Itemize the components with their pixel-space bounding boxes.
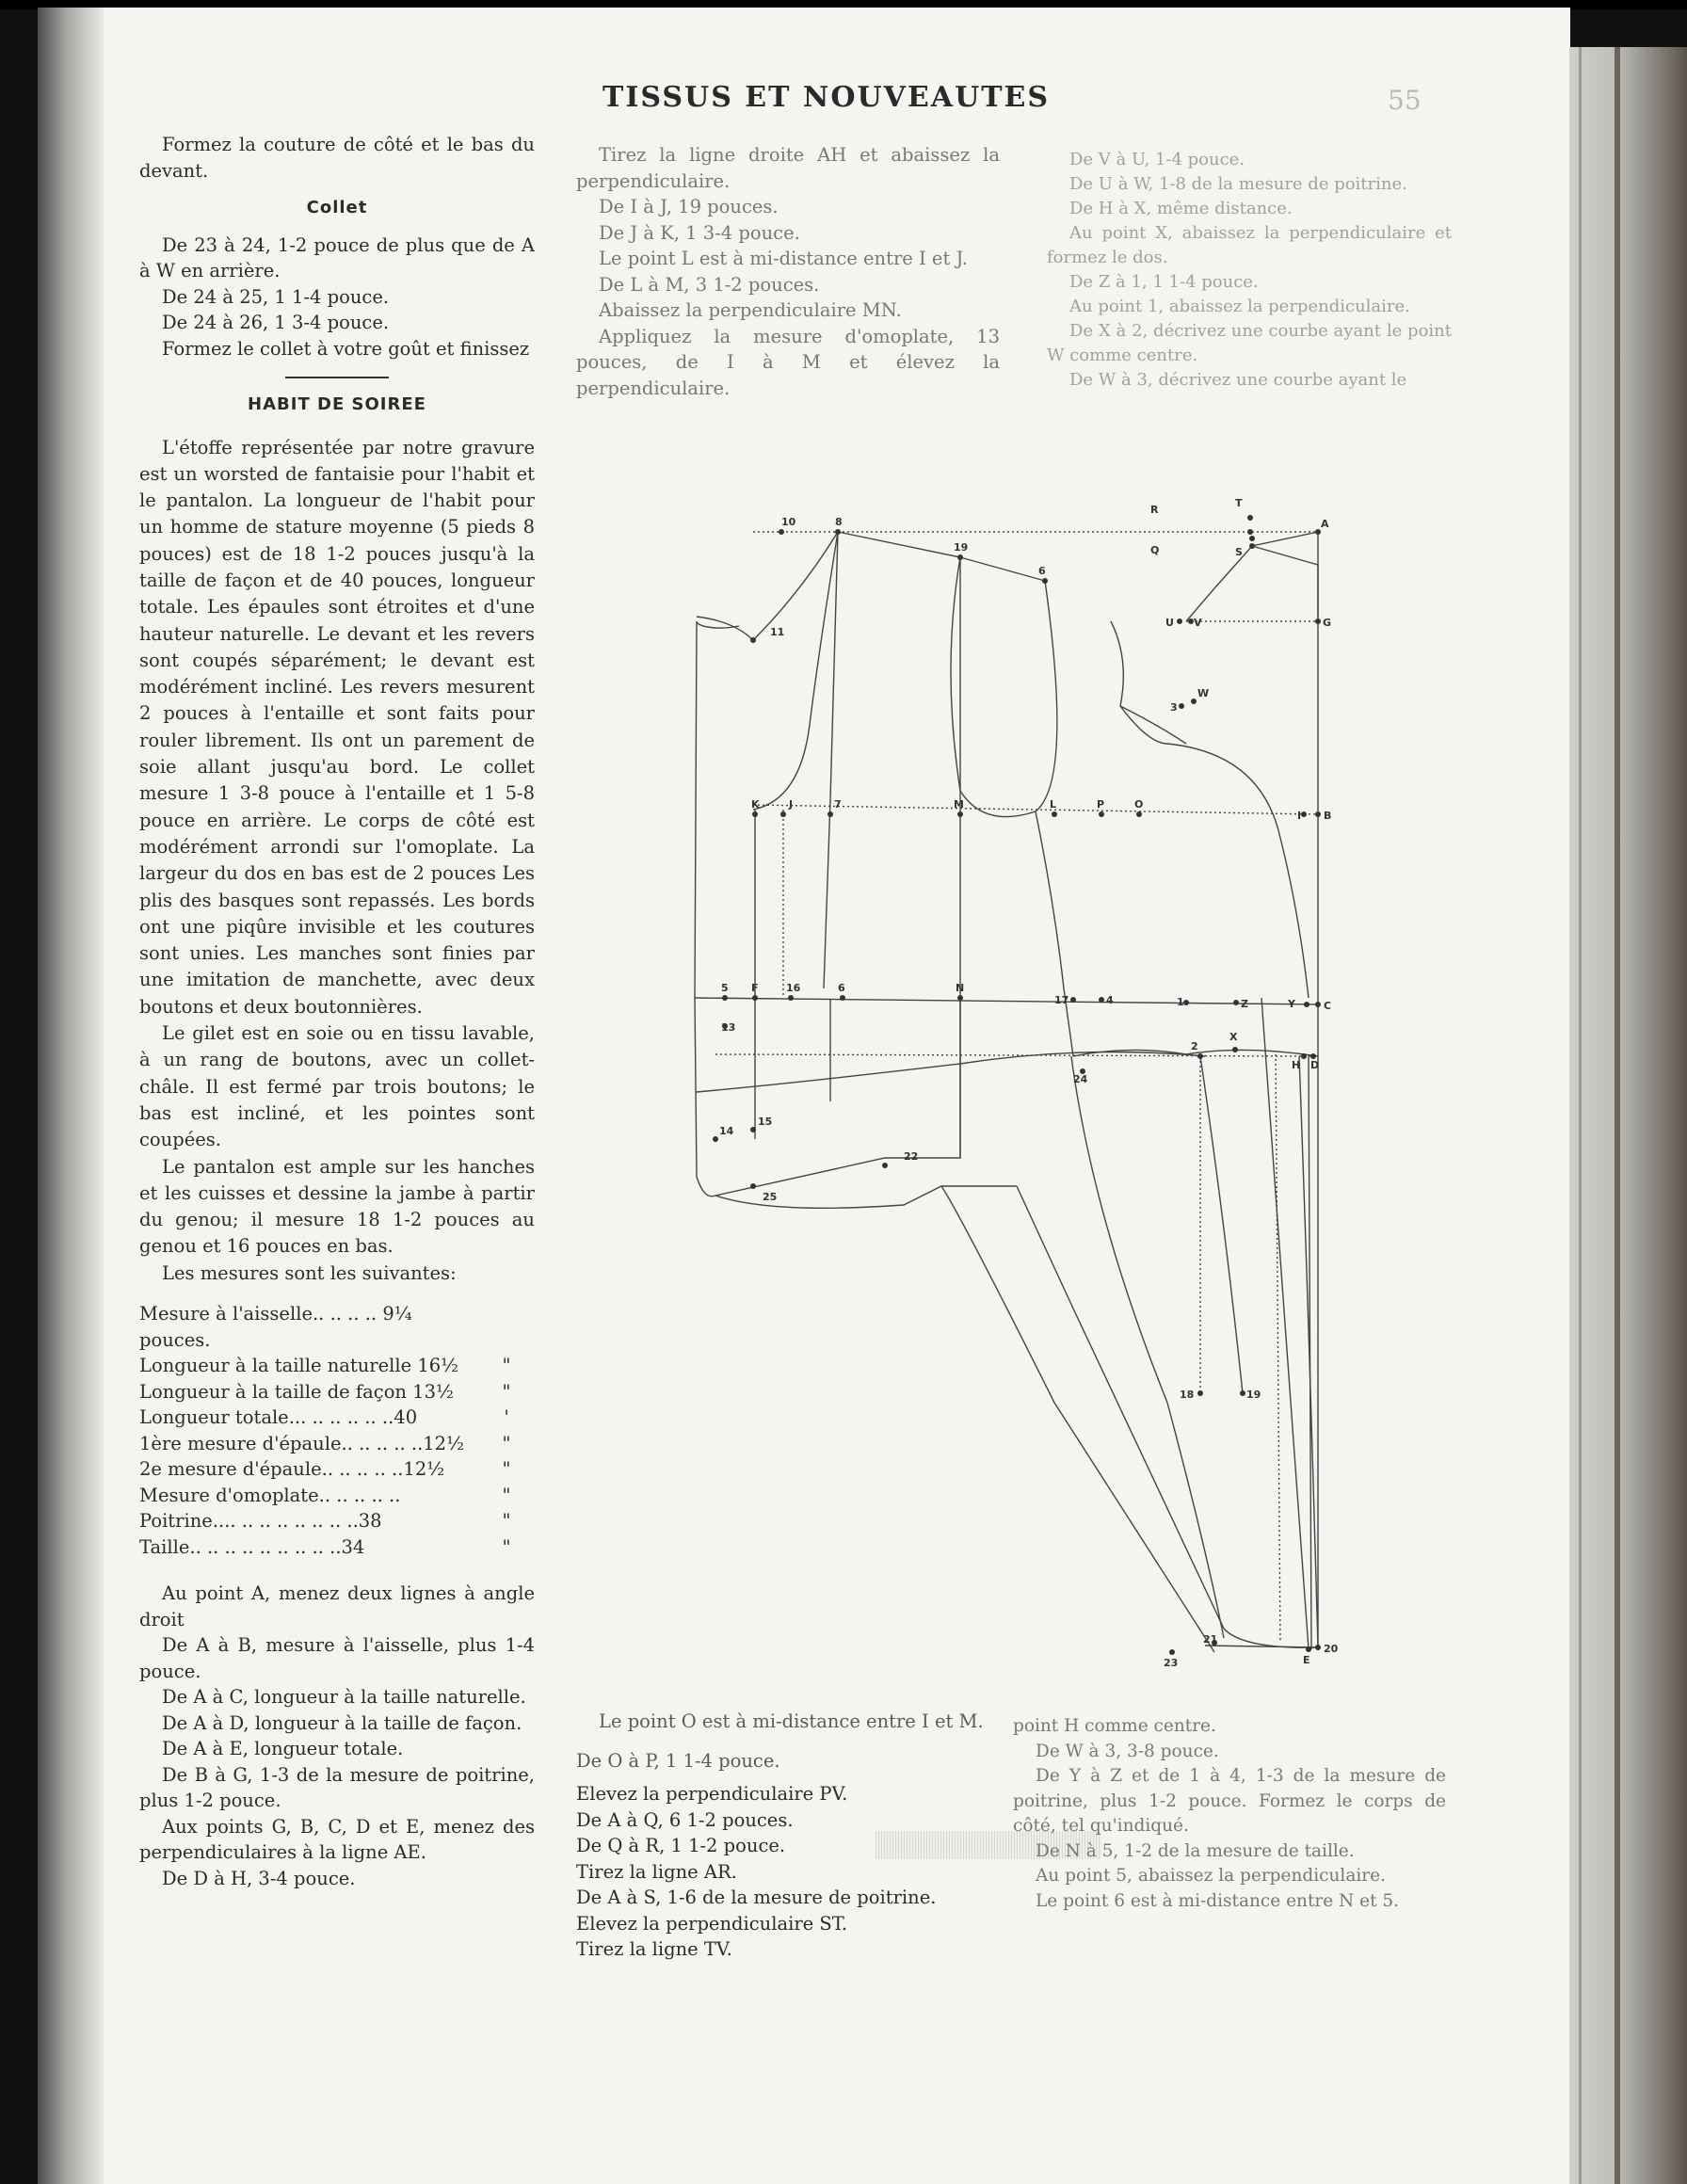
measurement-mark: " [502, 1432, 511, 1454]
measurement-row [139, 1405, 535, 1431]
paragraph: De X à 2, décrivez une courbe ayant le point W comme centre. [1047, 321, 1452, 365]
point-label: 16 [786, 982, 801, 994]
paragraph: De A à B, mesure à l'aisselle, plus 1-4 pouce. [139, 1634, 535, 1682]
point-label: 18 [1180, 1389, 1195, 1401]
point-labels [719, 497, 1339, 1669]
paragraph: Les mesures sont les suivantes: [162, 1261, 457, 1284]
point-label: K [751, 798, 760, 811]
point-label: B [1324, 810, 1332, 822]
point-label: X [1229, 1031, 1238, 1043]
page-header [0, 75, 1687, 116]
paragraph: De U à W, 1-8 de la mesure de poitrine. [1069, 174, 1407, 194]
point-label: C [1324, 1000, 1332, 1012]
measurement-label: Taille.. .. .. .. .. .. .. .. ..34 [139, 1535, 365, 1558]
paragraph: De 24 à 26, 1 3-4 pouce. [162, 312, 390, 333]
point-label: E [1303, 1654, 1310, 1666]
section-divider [285, 377, 389, 378]
point-label: 6 [838, 982, 845, 994]
point-label: 20 [1324, 1643, 1339, 1655]
measurement-row [139, 1534, 535, 1561]
point-label: 8 [835, 516, 843, 528]
section-heading-collet: Collet [306, 198, 368, 217]
paragraph: Tirez la ligne droite AH et abaissez la perpendiculaire. [576, 144, 1000, 192]
paragraph: De O à P, 1 1-4 pouce. [576, 1749, 780, 1772]
point-label: Z [1241, 998, 1248, 1010]
measurements-table [139, 1301, 535, 1560]
paragraph: Formez la couture de côté et le bas du devant. [139, 134, 535, 182]
measurement-label: Mesure d'omoplate.. .. .. .. .. [139, 1484, 401, 1506]
measurement-mark: " [502, 1380, 511, 1403]
point-label: 14 [719, 1125, 734, 1137]
paragraph: Aux points G, B, C, D et E, menez des perpendiculaires à la ligne AE. [139, 1815, 535, 1864]
paragraph: De I à J, 19 pouces. [599, 196, 779, 217]
point-label: 10 [781, 516, 796, 528]
point-label: D [1310, 1059, 1320, 1071]
measurement-row [139, 1379, 535, 1405]
point-label: M [954, 798, 964, 811]
point-label: 6 [1038, 565, 1046, 577]
paragraph: Le point L est à mi-distance entre I et J. [599, 248, 968, 269]
point-label: 7 [834, 798, 842, 811]
point-markers [713, 515, 1321, 1655]
point-label: T [1235, 497, 1243, 509]
paragraph: Au point 5, abaissez la perpendiculaire. [1036, 1866, 1386, 1886]
binding-shadow [38, 8, 104, 2184]
point-label: 19 [1246, 1389, 1261, 1401]
paragraph: De H à X, même distance. [1069, 199, 1293, 218]
point-label: I [1297, 810, 1302, 822]
point-label: 4 [1106, 994, 1114, 1006]
point-label: Q [1150, 544, 1160, 556]
paragraph: De Y à Z et de 1 à 4, 1-3 de la mesure de poitrine, plus 1-2 pouce. Formez le corps de côté, tel qu'indiqué. [1013, 1766, 1446, 1836]
point-label: 17 [1054, 994, 1069, 1006]
paragraph: De A à E, longueur totale. [162, 1738, 404, 1760]
point-label: 3 [1170, 701, 1178, 714]
point-label: J [789, 798, 794, 811]
paragraph: De W à 3, 3-8 pouce. [1036, 1741, 1219, 1761]
paragraph: De D à H, 3-4 pouce. [162, 1867, 356, 1889]
paragraph: Le pantalon est ample sur les hanches et les cuisses et dessine la jambe à partir du genou; il mesure 18 1-2 pouces au genou et 16 pouces en bas. [139, 1155, 535, 1258]
section-heading-habit: HABIT DE SOIREE [248, 394, 426, 414]
measurement-mark: ' [504, 1406, 509, 1429]
point-label: A [1321, 518, 1329, 530]
book-edge [1569, 47, 1687, 2184]
measurement-mark: " [502, 1535, 511, 1558]
paragraph: De A à C, longueur à la taille naturelle. [162, 1686, 526, 1709]
page-number: 55 [1388, 85, 1422, 116]
paragraph: De N à 5, 1-2 de la mesure de taille. [1036, 1840, 1355, 1861]
paragraph: Le point O est à mi-distance entre I et M. [599, 1710, 984, 1732]
running-title: TISSUS ET NOUVEAUTES [602, 81, 1051, 114]
measurement-label: Longueur à la taille naturelle 16½ [139, 1355, 459, 1377]
point-label: O [1134, 798, 1144, 811]
measurement-mark: " [502, 1355, 511, 1377]
middle-column-top [576, 142, 1000, 401]
paragraph: De 24 à 25, 1 1-4 pouce. [162, 285, 390, 308]
point-label: 21 [1203, 1633, 1218, 1646]
measurement-label: Longueur à la taille de façon 13½ [139, 1380, 454, 1403]
measurement-mark [480, 1301, 535, 1353]
point-label: 5 [721, 982, 729, 994]
paragraph: Le gilet est en soie ou en tissu lavable, à un rang de boutons, avec un collet-châle. Il est fermé par trois boutons; le bas est incliné, et les pointes sont coupées. [139, 1022, 535, 1151]
point-label: P [1097, 798, 1105, 811]
measurement-row [139, 1301, 535, 1353]
point-label: 19 [954, 541, 969, 554]
point-label: U [1165, 617, 1174, 629]
point-label: H [1292, 1059, 1301, 1071]
measurement-label: Longueur totale... .. .. .. .. ..40 [139, 1406, 418, 1429]
paragraph: De W à 3, décrivez une courbe ayant le [1069, 370, 1407, 390]
tailoring-pattern-diagram [659, 461, 1374, 1685]
paragraph: Elevez la perpendiculaire ST. [576, 1912, 848, 1935]
point-label: Y [1288, 998, 1295, 1010]
paragraph: Tirez la ligne TV. [576, 1938, 732, 1960]
point-label: 11 [770, 626, 785, 638]
point-label: 25 [763, 1191, 778, 1203]
paragraph: Le point 6 est à mi-distance entre N et 5. [1036, 1890, 1400, 1911]
point-label: R [1150, 504, 1159, 516]
measurement-label: 2e mesure d'épaule.. .. .. .. ..12½ [139, 1458, 445, 1481]
paragraph: Appliquez la mesure d'omoplate, 13 pouces, de I à M et élevez la perpendiculaire. [576, 325, 1000, 399]
point-label: V [1194, 617, 1202, 629]
measurement-label: Poitrine.... .. .. .. .. .. .. ..38 [139, 1510, 382, 1533]
paragraph: De Z à 1, 1 1-4 pouce. [1069, 272, 1259, 292]
point-label: F [751, 982, 759, 994]
left-column [139, 132, 535, 1891]
pattern-drawing [659, 461, 1374, 1685]
paragraph: Formez le collet à votre goût et finissez [162, 337, 530, 360]
right-column-bottom [1013, 1714, 1446, 1914]
point-label: 23 [1164, 1657, 1179, 1669]
point-label: 13 [721, 1021, 736, 1034]
paragraph: Elevez la perpendiculaire PV. [576, 1783, 848, 1805]
measurement-row [139, 1353, 535, 1379]
point-label: L [1050, 798, 1057, 811]
paragraph: De V à U, 1-4 pouce. [1069, 150, 1245, 169]
measurement-row [139, 1483, 535, 1509]
paragraph: point H comme centre. [1013, 1716, 1216, 1736]
paragraph: De Q à R, 1 1-2 pouce. [576, 1835, 786, 1856]
paragraph: Tirez la ligne AR. [576, 1860, 737, 1883]
paragraph: De 23 à 24, 1-2 pouce de plus que de A à W en arrière. [139, 233, 535, 281]
point-label: 22 [904, 1150, 919, 1163]
paragraph: De A à S, 1-6 de la mesure de poitrine. [576, 1887, 937, 1908]
point-label: 24 [1073, 1073, 1088, 1085]
paragraph: Au point X, abaissez la perpendiculaire et formez le dos. [1047, 223, 1452, 267]
measurement-row [139, 1431, 535, 1457]
right-column-top [1047, 148, 1452, 393]
point-label: W [1197, 687, 1210, 699]
point-label: S [1235, 546, 1243, 558]
point-label: 15 [758, 1116, 773, 1128]
measurement-label: 1ère mesure d'épaule.. .. .. .. ..12½ [139, 1432, 464, 1454]
point-label: G [1323, 617, 1332, 629]
paragraph: Au point 1, abaissez la perpendiculaire. [1069, 297, 1410, 316]
paragraph: De L à M, 3 1-2 pouces. [599, 273, 820, 296]
paragraph: De B à G, 1-3 de la mesure de poitrine, plus 1-2 pouce. [139, 1763, 535, 1812]
point-label: 1 [1177, 996, 1184, 1008]
measurement-label: Mesure à l'aisselle.. .. .. .. 9¼ pouces. [139, 1303, 412, 1351]
paragraph: De A à Q, 6 1-2 pouces. [576, 1808, 794, 1831]
point-label: N [956, 982, 965, 994]
measurement-row [139, 1508, 535, 1534]
paragraph: Abaissez la perpendiculaire MN. [599, 299, 902, 321]
paragraph: Au point A, menez deux lignes à angle droit [139, 1582, 535, 1630]
measurement-mark: " [502, 1510, 511, 1533]
measurement-mark: " [502, 1458, 511, 1481]
paragraph: De A à D, longueur à la taille de façon. [162, 1711, 522, 1734]
point-label: 2 [1191, 1040, 1198, 1052]
paragraph: De J à K, 1 3-4 pouce. [599, 221, 800, 244]
measurement-mark: " [502, 1484, 511, 1506]
measurement-row [139, 1456, 535, 1483]
paragraph: L'étoffe représentée par notre gravure est un worsted de fantaisie pour l'habit et le pantalon. La longueur de l'habit pour un homme de stature moyenne (5 pieds 8 pouces) est de 18 1-2 pouces jusqu'à la taille de façon et de 40 pouces, longueur totale. Les épaules sont étroites et d'une hauteur naturelle. Le devant et les revers sont coupés séparément; le devant est modérément incliné. Les revers mesurent 2 pouces à l'entaille et sont faits pour rouler librement. Ils ont un parement de soie allant jusqu'au bord. Le collet mesure 1 3-8 pouce à l'entaille et 1 5-8 pouce en arrière. Le corps de côté est modérément arrondi sur l'omoplate. La largeur du dos en bas est de 2 pouces Les plis des basques sont repassés. Les bords ont une piqûre invisible et les coutures sont unies. Les manches sont finies par une imitation de manchette, avec deux boutons et deux boutonnières. [139, 436, 535, 1018]
